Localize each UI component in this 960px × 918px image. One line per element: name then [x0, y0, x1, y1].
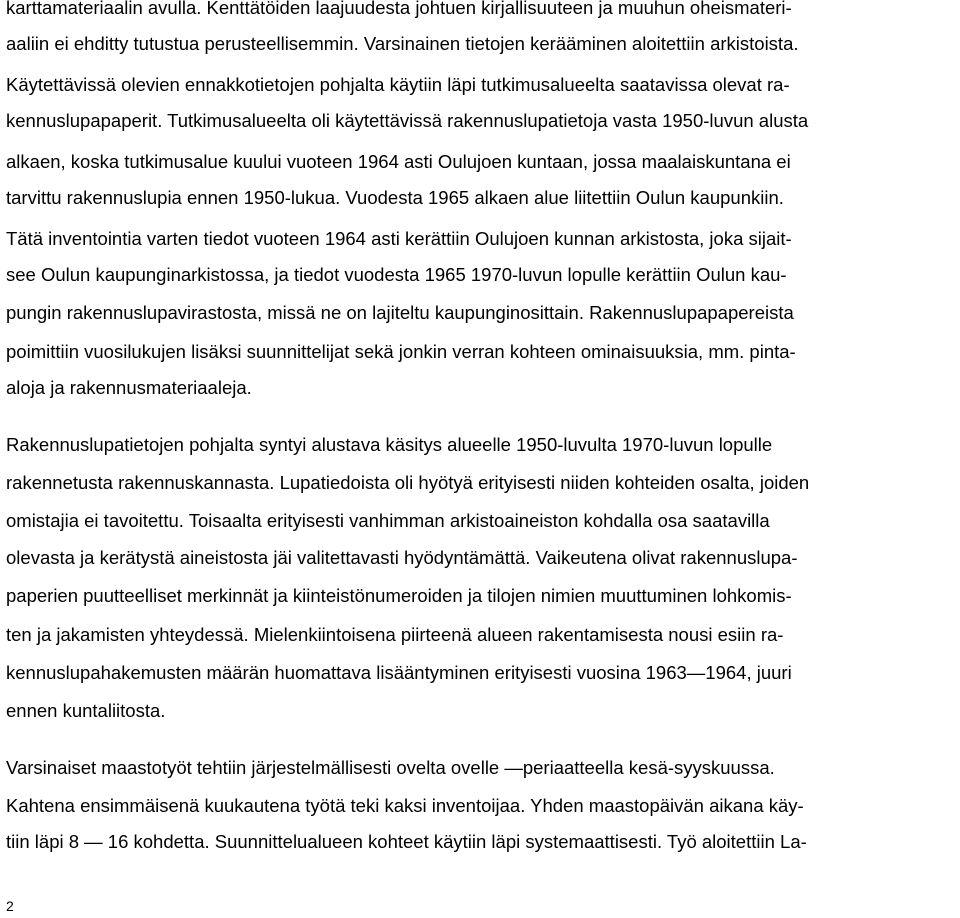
text-line: omistajia ei tavoitettu. Toisaalta erityisesti vanhimman arkistoaineiston kohdalla osa saatavilla — [6, 510, 770, 531]
text-line: ten ja jakamisten yhteydessä. Mielenkiintoisena piirteenä alueen rakentamisesta nousi esiin ra- — [6, 624, 784, 645]
text-line: olevasta ja kerätystä aineistosta jäi valitettavasti hyödyntämättä. Vaikeutena olivat rakennuslupa- — [6, 547, 798, 568]
text-line: poimittiin vuosilukujen lisäksi suunnittelijat sekä jonkin verran kohteen ominaisuuksia, mm. pinta- — [6, 341, 796, 362]
page-number: 2 — [6, 898, 14, 914]
text-line: Rakennuslupatietojen pohjalta syntyi alustava käsitys alueelle 1950-luvulta 1970-luvun lopulle — [6, 434, 773, 455]
text-line: tiin läpi 8 — 16 kohdetta. Suunnittelualueen kohteet käytiin läpi systemaattisesti. Työ aloitettiin La- — [6, 831, 807, 852]
text-line: karttamateriaalin avulla. Kenttätöiden laajuudesta johtuen kirjallisuuteen ja muuhun oheismateri- — [6, 0, 792, 18]
text-line: pungin rakennuslupavirastosta, missä ne on lajiteltu kaupunginosittain. Rakennuslupapapereista — [6, 302, 794, 323]
text-line: kennuslupahakemusten määrän huomattava lisääntyminen erityisesti vuosina 1963—1964, juuri — [6, 662, 792, 683]
text-line: rakennetusta rakennuskannasta. Lupatiedoista oli hyötyä erityisesti niiden kohteiden osalta, joiden — [6, 472, 810, 493]
text-line: paperien puutteelliset merkinnät ja kiinteistönumeroiden ja tilojen nimien muuttuminen lohkomis- — [6, 585, 792, 606]
text-line: Tätä inventointia varten tiedot vuoteen 1964 asti kerättiin Oulujoen kunnan arkistosta, joka sijait- — [6, 228, 792, 249]
text-line: see Oulun kaupunginarkistossa, ja tiedot vuodesta 1965 1970-luvun lopulle kerättiin Oulun kau- — [6, 264, 787, 285]
text-line: tarvittu rakennuslupia ennen 1950-lukua. Vuodesta 1965 alkaen alue liitettiin Oulun kaupunkiin. — [6, 187, 784, 208]
text-line: alkaen, koska tutkimusalue kuului vuoteen 1964 asti Oulujoen kuntaan, jossa maalaiskuntana ei — [6, 151, 791, 172]
text-line: Kahtena ensimmäisenä kuukautena työtä teki kaksi inventoijaa. Yhden maastopäivän aikana käy- — [6, 795, 804, 816]
text-line: ennen kuntaliitosta. — [6, 700, 166, 721]
text-line: Varsinaiset maastotyöt tehtiin järjestelmällisesti ovelta ovelle —periaatteella kesä-syyskuussa. — [6, 757, 775, 778]
text-line: aloja ja rakennusmateriaaleja. — [6, 377, 252, 398]
text-line: aaliin ei ehditty tutustua perusteellisemmin. Varsinainen tietojen kerääminen aloitettiin arkistoista. — [6, 33, 799, 54]
text-line: kennuslupapaperit. Tutkimusalueelta oli käytettävissä rakennuslupatietoja vasta 1950-luvun alusta — [6, 110, 809, 131]
text-line: Käytettävissä olevien ennakkotietojen pohjalta käytiin läpi tutkimusalueelta saatavissa olevat ra- — [6, 74, 790, 95]
